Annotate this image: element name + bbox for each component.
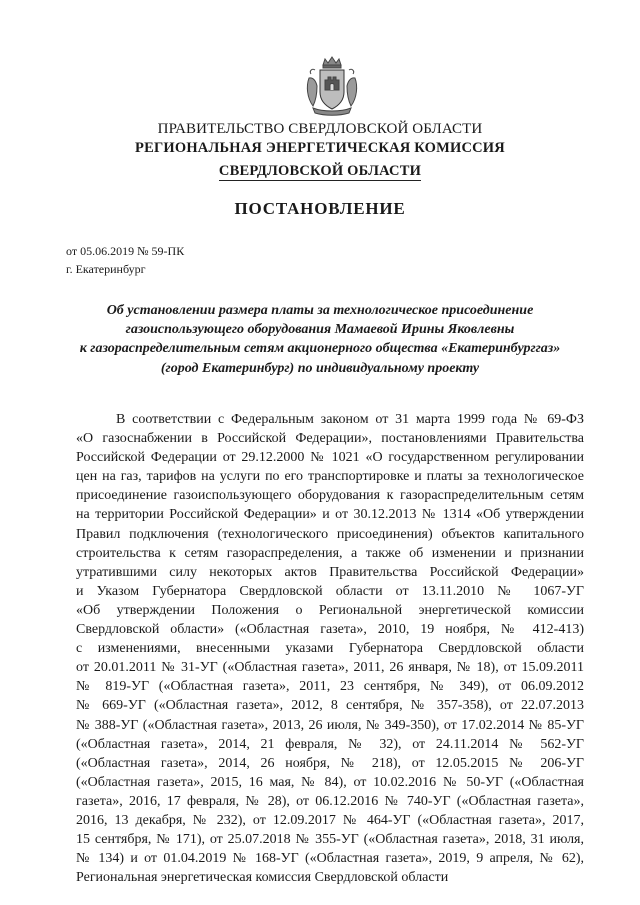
body-line: цен на газ, тарифов на услуги по его транспортировке и платы за технологическое [76,469,584,485]
region-name [0,163,640,180]
title-line: Об установлении размера платы за технологическое присоединение [106,303,534,318]
body-line: от 20.01.2011 № 31-УГ («Областная газета», 2011, 26 января, № 18), от 15.09.2011 [76,660,584,676]
document-type: ПОСТАНОВЛЕНИЕ [234,199,406,218]
body-line: утратившими силу некоторых актов Правительства Российской Федерации» [76,564,584,580]
government-name: ПРАВИТЕЛЬСТВО СВЕРДЛОВСКОЙ ОБЛАСТИ [157,121,483,137]
title-line: к газораспределительным сетям акционерного общества «Екатеринбурггаз» [79,341,561,357]
body-line: № 134) и от 01.04.2019 № 168-УГ («Областная газета», 2019, 9 апреля, № 62), [76,851,584,867]
body-line: («Областная газета», 2014, 21 февраля, № 32), от 24.11.2014 № 562-УГ [76,736,584,752]
body-line: «О газоснабжении в Российской Федерации», постановлениями Правительства [76,431,584,447]
body-line: на территории Российской Федерации» и от 30.12.2013 № 1314 «Об утверждении [76,507,584,523]
body-line: и Указом Губернатора Свердловской области от 13.11.2010 № 1067-УГ [76,583,584,599]
title-line: газоиспользующего оборудования Мамаевой Ирины Яковлевны [125,322,515,338]
body-line: Региональная энергетическая комиссия Свердловской области [76,870,449,886]
document-body [76,410,584,887]
body-line: 15 сентября, № 171), от 25.07.2018 № 355-УГ («Областная газета», 2018, 31 июля, [76,832,584,848]
body-line: № 819-УГ («Областная газета», 2011, 23 сентября, № 349), от 06.09.2012 [76,679,584,695]
body-line: 2016, 13 декабря, № 232), от 12.09.2017 № 464-УГ («Областная газета», 2017, [76,812,584,828]
document-city: г. Екатеринбург [66,262,146,276]
body-line: («Областная газета», 2014, 26 ноября, № 218), от 12.05.2015 № 206-УГ [76,755,584,771]
body-line: строительства к сетям газораспределения, а также об изменении и признании [76,545,584,561]
body-line: № 388-УГ («Областная газета», 2013, 26 июля, № 349-350), от 17.02.2014 № 85-УГ [76,717,584,733]
body-line: газета», 2016, 17 февраля, № 28), от 06.12.2016 № 740-УГ («Областная газета», [76,793,584,809]
body-line: В соответствии с Федеральным законом от 31 марта 1999 года № 69-ФЗ [116,412,584,427]
title-line: (город Екатеринбург) по индивидуальному проекту [160,360,480,376]
body-line: Правил подключения (технологического присоединения) объектов капитального [76,526,584,542]
document-date-number: от 05.06.2019 № 59-ПК [66,244,185,258]
region-name-text: СВЕРДЛОВСКОЙ ОБЛАСТИ [218,163,422,179]
body-line: с изменениями, внесенными указами Губернатора Свердловской области [76,641,584,657]
body-line: («Областная газета», 2015, 16 мая, № 84), от 10.02.2016 № 50-УГ («Областная [76,774,584,790]
body-line: Российской Федерации от 29.12.2000 № 1021 «О государственном регулировании [76,450,584,466]
body-line: Свердловской области» («Областная газета», 2010, 19 ноября, № 412-413) [76,622,584,638]
body-line: № 669-УГ («Областная газета», 2012, 8 сентября, № 357-358), от 22.07.2013 [76,698,584,714]
body-line: «Об утверждении Положения о Региональной энергетической комиссии [76,602,584,618]
coat-of-arms-icon [303,56,361,116]
document-title [0,301,640,378]
commission-name: РЕГИОНАЛЬНАЯ ЭНЕРГЕТИЧЕСКАЯ КОМИССИЯ [135,140,505,156]
body-line: присоединение газоиспользующего оборудования к газораспределительным сетям [76,488,584,504]
